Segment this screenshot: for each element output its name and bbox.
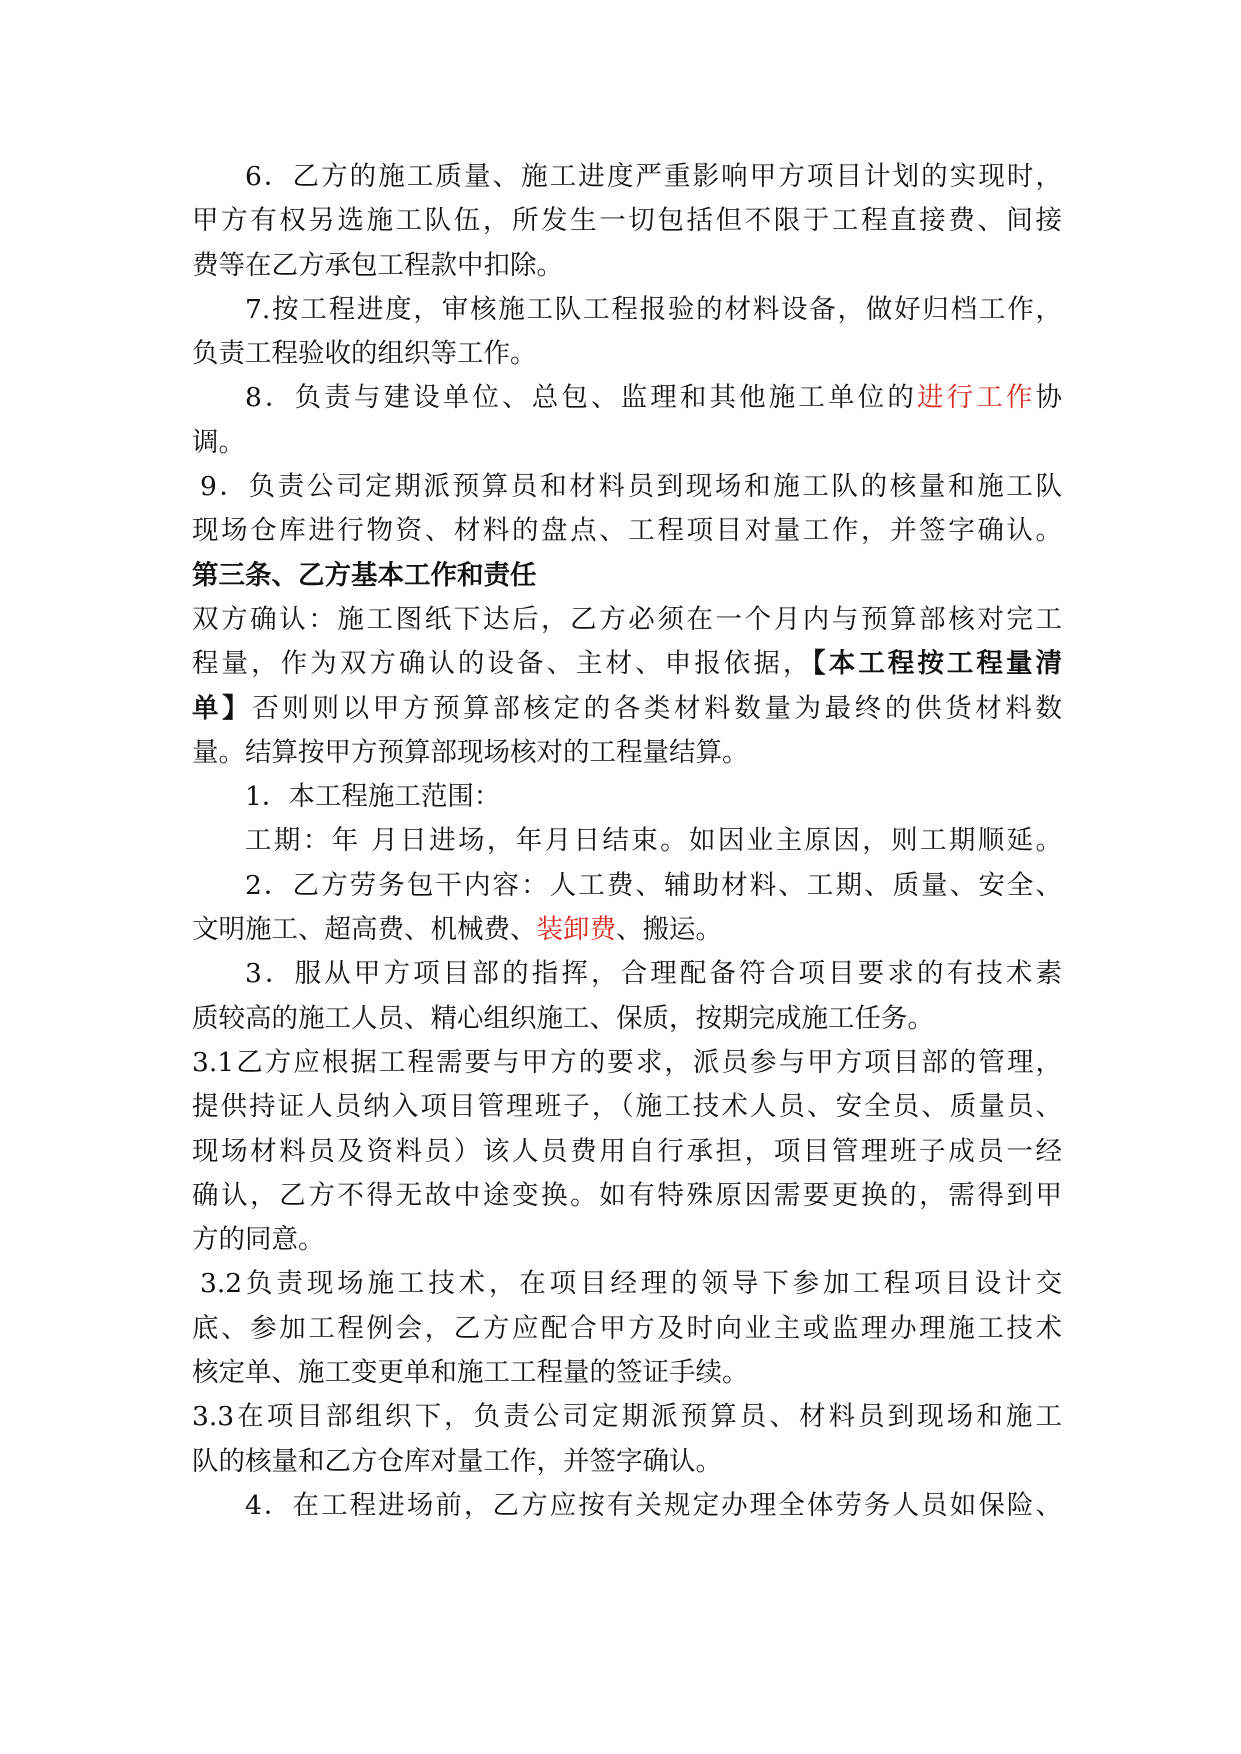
text-line — [192, 421, 1062, 465]
text-segment: 提供持证人员纳入项目管理班子，（施工技术人员、安全员、质量员、 — [192, 1091, 1062, 1123]
text-line — [192, 509, 1062, 553]
text-line — [192, 952, 1062, 996]
document-page — [192, 155, 1062, 1528]
text-line — [192, 1130, 1062, 1174]
text-segment: 否则则以甲方预算部核定的各类材料数量为最终的供货材料数 — [252, 692, 1062, 724]
text-segment: 质较高的施工人员、精心组织施工、保质，按期完成施工任务。 — [192, 1002, 934, 1034]
text-segment: 现场材料员及资料员）该人员费用自行承担，项目管理班子成员一经 — [192, 1135, 1062, 1167]
text-segment: 队的核量和乙方仓库对量工作，并签字确认。 — [192, 1445, 722, 1477]
text-segment: 确认，乙方不得无故中途变换。如有特殊原因需要更换的，需得到甲 — [192, 1179, 1062, 1211]
text-line — [192, 642, 1062, 686]
text-segment: 负责工程验收的组织等工作。 — [192, 338, 537, 370]
text-line — [192, 199, 1062, 243]
text-line — [192, 1440, 1062, 1484]
text-line — [192, 1307, 1062, 1351]
text-line — [192, 376, 1062, 420]
text-line — [192, 731, 1062, 775]
text-segment: 3．服从甲方项目部的指挥，合理配备符合项目要求的有技术素 — [245, 958, 1062, 990]
text-segment: 7.按工程进度，审核施工队工程报验的材料设备，做好归档工作， — [245, 293, 1062, 325]
text-line — [192, 465, 1062, 509]
text-segment: 3.1乙方应根据工程需要与甲方的要求，派员参与甲方项目部的管理， — [192, 1046, 1062, 1078]
text-line — [192, 997, 1062, 1041]
text-segment: 底、参加工程例会，乙方应配合甲方及时向业主或监理办理施工技术 — [192, 1312, 1062, 1344]
text-segment: 3.3在项目部组织下，负责公司定期派预算员、材料员到现场和施工 — [192, 1401, 1062, 1433]
bold-text: 【本工程按工程量清 — [812, 648, 1063, 680]
text-segment: 程量，作为双方确认的设备、主材、申报依据， — [192, 648, 813, 680]
text-segment: 文明施工、超高费、机械费、 — [192, 914, 537, 946]
text-line — [192, 908, 1062, 952]
highlighted-text: 装卸费 — [536, 914, 616, 946]
text-line — [192, 554, 1062, 598]
highlighted-text: 进行工作 — [916, 382, 1036, 414]
text-line — [192, 155, 1062, 199]
text-line — [192, 1218, 1062, 1262]
text-line — [192, 1174, 1062, 1218]
text-segment: 现场仓库进行物资、材料的盘点、工程项目对量工作，并签字确认。 — [192, 515, 1062, 547]
text-segment: 1．本工程施工范围： — [245, 781, 501, 813]
text-segment: 协 — [1035, 382, 1062, 414]
bold-text: 单】 — [192, 692, 253, 724]
text-line — [192, 598, 1062, 642]
bold-text: 第三条、乙方基本工作和责任 — [192, 559, 537, 591]
text-segment: 费等在乙方承包工程款中扣除。 — [192, 249, 563, 281]
text-line — [192, 288, 1062, 332]
text-line — [192, 864, 1062, 908]
text-segment: 核定单、施工变更单和施工工程量的签证手续。 — [192, 1357, 749, 1389]
text-segment: 6．乙方的施工质量、施工进度严重影响甲方项目计划的实现时， — [245, 161, 1062, 192]
text-line — [192, 244, 1062, 288]
text-line — [192, 819, 1062, 863]
text-line — [192, 332, 1062, 376]
text-segment: 4．在工程进场前，乙方应按有关规定办理全体劳务人员如保险、 — [245, 1489, 1062, 1521]
text-line — [192, 687, 1062, 731]
text-line — [192, 1351, 1062, 1395]
text-segment: 2．乙方劳务包干内容：人工费、辅助材料、工期、质量、安全、 — [245, 869, 1062, 901]
text-segment: 双方确认：施工图纸下达后，乙方必须在一个月内与预算部核对完工 — [192, 603, 1062, 635]
text-line — [192, 1041, 1062, 1085]
text-segment: 量。结算按甲方预算部现场核对的工程量结算。 — [192, 736, 749, 768]
text-segment: 工期：年 月日进场，年月日结束。如因业主原因，则工期顺延。 — [245, 825, 1062, 857]
text-line — [192, 775, 1062, 819]
text-line — [192, 1484, 1062, 1528]
text-segment: 8．负责与建设单位、总包、监理和其他施工单位的 — [245, 382, 917, 414]
text-line — [192, 1395, 1062, 1439]
text-segment: 调。 — [192, 426, 245, 458]
text-segment: 3.2负责现场施工技术，在项目经理的领导下参加工程项目设计交 — [200, 1268, 1062, 1300]
text-segment: 方的同意。 — [192, 1224, 325, 1256]
text-line — [192, 1262, 1062, 1306]
text-segment: 、搬运。 — [616, 914, 722, 946]
text-segment: 甲方有权另选施工队伍，所发生一切包括但不限于工程直接费、间接 — [192, 205, 1062, 237]
text-line — [192, 1085, 1062, 1129]
text-segment: 9．负责公司定期派预算员和材料员到现场和施工队的核量和施工队 — [200, 471, 1062, 503]
